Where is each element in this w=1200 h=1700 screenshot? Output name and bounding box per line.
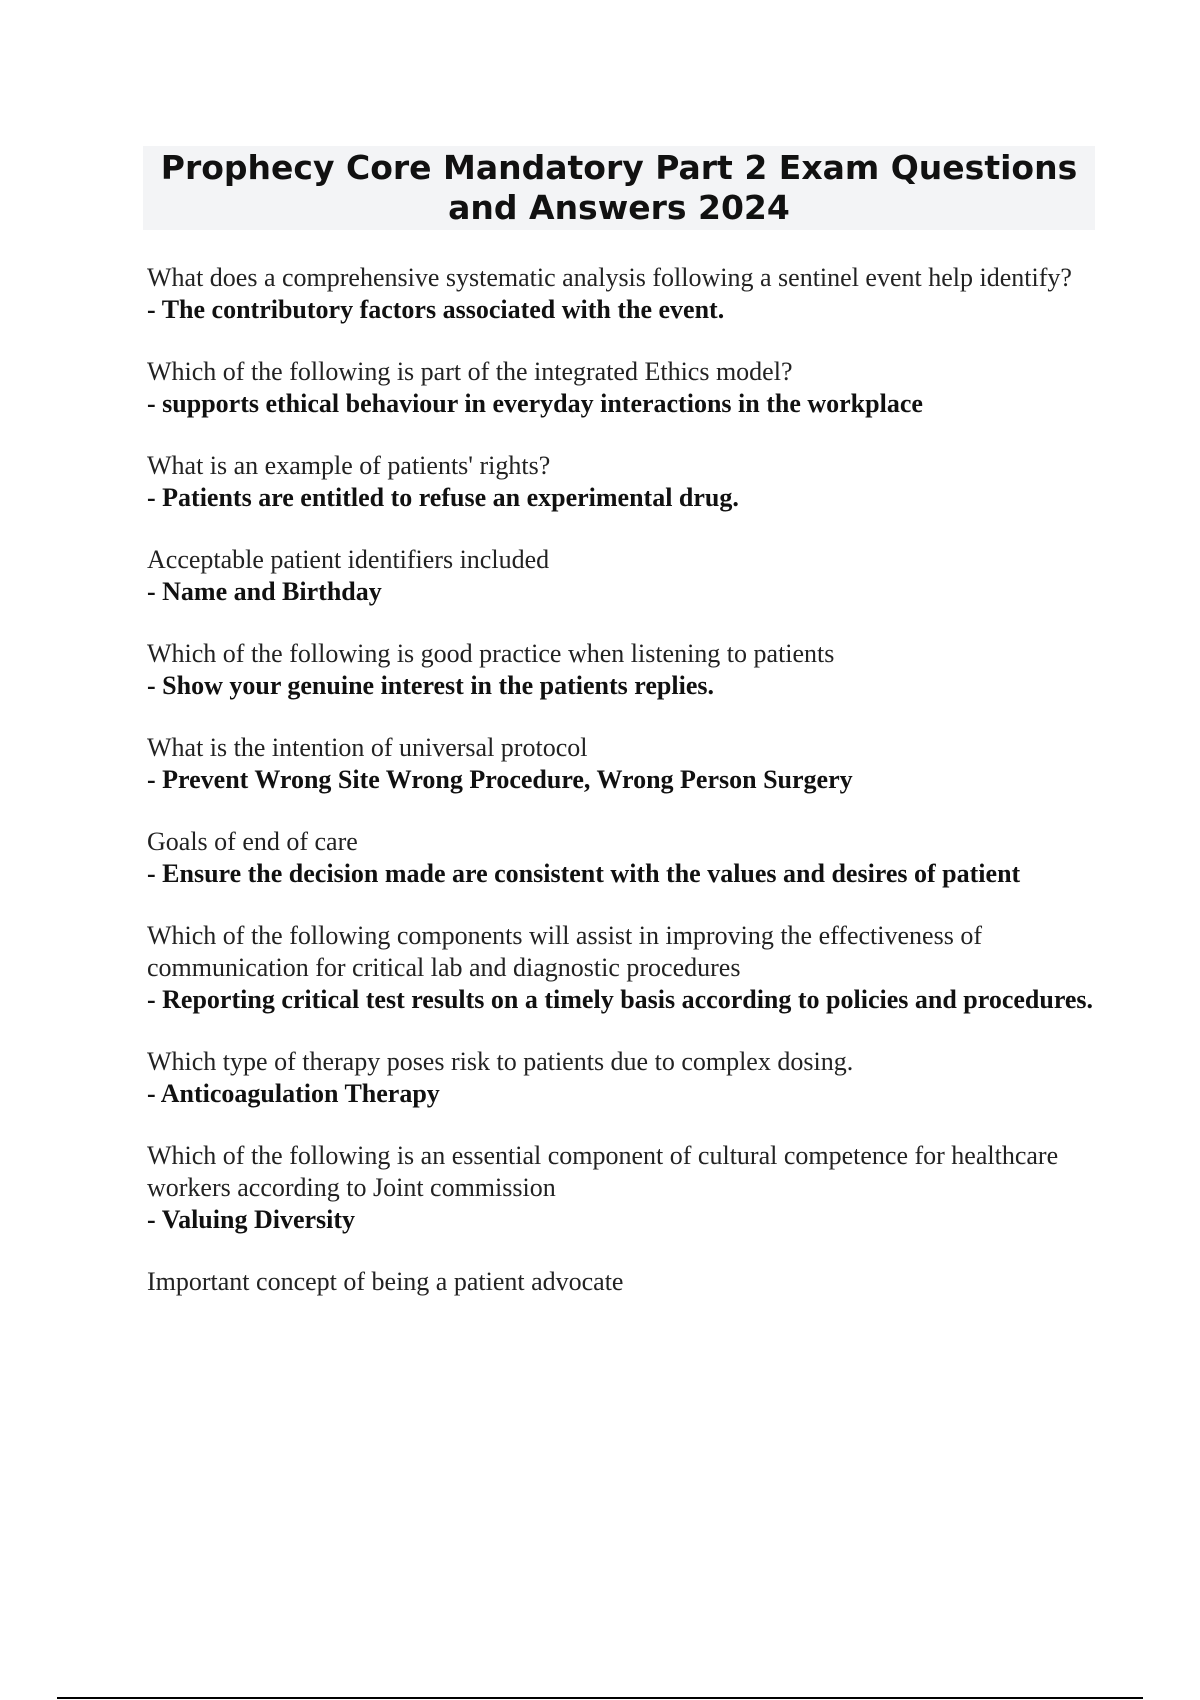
- answer-text: - Prevent Wrong Site Wrong Procedure, Wrong Person Surgery: [147, 765, 853, 794]
- answer-text: - Show your genuine interest in the patients replies.: [147, 671, 714, 700]
- qa-list: [147, 262, 1097, 1328]
- question-text: Which type of therapy poses risk to patients due to complex dosing.: [147, 1047, 854, 1076]
- qa-item: [147, 544, 1097, 608]
- answer-text: - Anticoagulation Therapy: [147, 1079, 440, 1108]
- qa-item: [147, 450, 1097, 514]
- question-text: Goals of end of care: [147, 827, 358, 856]
- answer-text: - supports ethical behaviour in everyday interactions in the workplace: [147, 389, 923, 418]
- question-text: Acceptable patient identifiers included: [147, 545, 550, 574]
- answer-text: - Reporting critical test results on a timely basis according to policies and procedures.: [147, 985, 1094, 1014]
- qa-item: [147, 1266, 1097, 1298]
- question-text: Which of the following is an essential component of cultural competence for healthcare workers according to Joint commission: [147, 1141, 1059, 1202]
- question-text: Which of the following is part of the integrated Ethics model?: [147, 357, 793, 386]
- answer-text: - Patients are entitled to refuse an experimental drug.: [147, 483, 739, 512]
- question-text: What is the intention of universal protocol: [147, 733, 588, 762]
- qa-item: [147, 356, 1097, 420]
- question-text: What does a comprehensive systematic analysis following a sentinel event help identify?: [147, 263, 1072, 292]
- question-text: Which of the following is good practice when listening to patients: [147, 639, 835, 668]
- qa-item: [147, 920, 1097, 1016]
- question-text: Important concept of being a patient advocate: [147, 1267, 624, 1296]
- answer-text: - The contributory factors associated with the event.: [147, 295, 725, 324]
- qa-item: [147, 638, 1097, 702]
- question-text: Which of the following components will assist in improving the effectiveness of communication for critical lab and diagnostic procedures: [147, 921, 982, 982]
- answer-text: - Valuing Diversity: [147, 1205, 356, 1234]
- answer-text: - Name and Birthday: [147, 577, 382, 606]
- document-title: Prophecy Core Mandatory Part 2 Exam Questions and Answers 2024: [143, 146, 1095, 230]
- qa-item: [147, 262, 1097, 326]
- question-text: What is an example of patients' rights?: [147, 451, 551, 480]
- qa-item: [147, 826, 1097, 890]
- footer-divider: [57, 1697, 1143, 1699]
- answer-text: - Ensure the decision made are consistent with the values and desires of patient: [147, 859, 1021, 888]
- qa-item: [147, 1046, 1097, 1110]
- qa-item: [147, 732, 1097, 796]
- qa-item: [147, 1140, 1097, 1236]
